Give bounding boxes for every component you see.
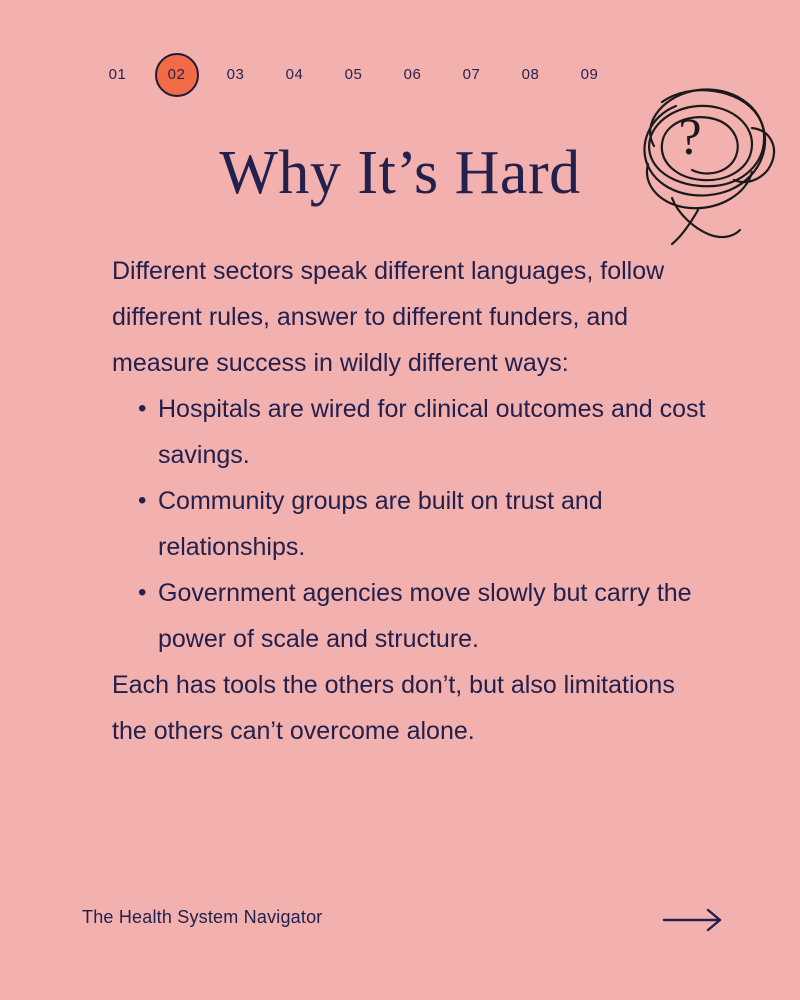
list-item: • Government agencies move slowly but carry the power of scale and structure. — [112, 570, 712, 662]
intro-paragraph: Different sectors speak different languages, follow different rules, answer to different funders, and measure success in wildly different ways: — [112, 257, 665, 377]
pagination-item-06[interactable]: 06 — [403, 66, 422, 83]
arrow-right-icon[interactable] — [662, 906, 726, 934]
footer-label: The Health System Navigator — [82, 907, 323, 927]
pagination — [88, 52, 619, 98]
page-title: Why It’s Hard — [219, 139, 581, 207]
body-content — [112, 248, 712, 754]
outro-paragraph: Each has tools the others don’t, but also limitations the others can’t overcome alone. — [112, 671, 675, 745]
list-item: • Hospitals are wired for clinical outcomes and cost savings. — [112, 386, 712, 478]
pagination-item-01[interactable]: 01 — [108, 66, 127, 83]
pagination-item-09[interactable]: 09 — [580, 66, 599, 83]
pagination-item-05[interactable]: 05 — [344, 66, 363, 83]
pagination-item-07[interactable]: 07 — [462, 66, 481, 83]
list-item: • Community groups are built on trust and relationships. — [112, 478, 712, 570]
pagination-item-04[interactable]: 04 — [285, 66, 304, 83]
pagination-item-02[interactable]: 02 — [147, 52, 206, 98]
question-mark-glyph: ? — [678, 109, 702, 166]
pagination-item-08[interactable]: 08 — [521, 66, 540, 83]
pagination-item-03[interactable]: 03 — [226, 66, 245, 83]
bullet-list — [112, 386, 712, 662]
